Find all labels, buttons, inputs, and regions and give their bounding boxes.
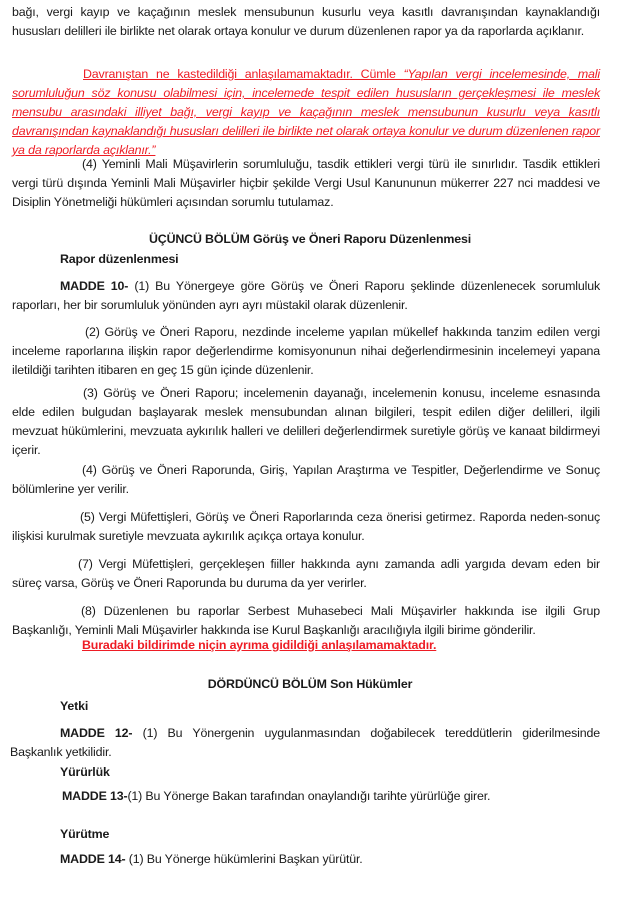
article-label: MADDE 12- xyxy=(60,726,133,740)
article-label: MADDE 14- xyxy=(60,852,126,866)
annotation-note-2: Buradaki bildirimde niçin ayrıma gidildiği anlaşılamamaktadır. xyxy=(82,638,437,652)
annotation-quote: “Yapılan vergi incelemesinde, mali sorumluluğun söz konusu olabilmesi için, incelemede tespit edilen hususların gerçekleşmesi ile meslek mensubu arasındaki illiyet bağı, vergi kayıp ve kaçağının meslek mensubunun kusurlu veya kasıtlı davranışından kaynaklandığı hususları delilleri ile birlikte net olarak ortaya konulur ve durum düzenlenen rapor ya da raporlarda açıklanır.” xyxy=(12,67,600,157)
subheading-yurutme: Yürütme xyxy=(60,827,110,841)
article-10-p5: (5) Vergi Müfettişleri, Görüş ve Öneri Raporlarında ceza önerisi getirmez. Raporda neden-sonuç ilişkisi kurulmak suretiyle mevzuata aykırılık açıkça ortaya konulur. xyxy=(12,510,600,543)
subheading-yetki: Yetki xyxy=(60,699,89,713)
article-10-p2: (2) Görüş ve Öneri Raporu, nezdinde inceleme yapılan mükellef hakkında tanzim edilen vergi inceleme raporlarına ilişkin rapor değerlendirme komisyonunun nihai değerlendirmesinin incelemeyi yapana iletildiği tarihten itibaren en geç 15 gün içinde düzenlenir. xyxy=(12,325,600,377)
article-14 xyxy=(60,850,600,869)
article-12 xyxy=(10,724,600,762)
article-text: (1) Bu Yönergenin uygulanmasından doğabilecek tereddütlerin giderilmesinde Başkanlık yetkilidir. xyxy=(10,726,600,759)
article-10-p4: (4) Görüş ve Öneri Raporunda, Giriş, Yapılan Araştırma ve Tespitler, Değerlendirme ve Sonuç bölümlerine yer verilir. xyxy=(12,463,600,496)
paragraph-4-responsibility: (4) Yeminli Mali Müşavirlerin sorumluluğu, tasdik ettikleri vergi türü ile sınırlıdır. Tasdik ettikleri vergi türü dışında Yeminli Mali Müşavirler hiçbir şekilde Vergi Usul Kanununun mükerrer 227 nci maddesi ve Disiplin Yönetmeliği hükümleri açısından sorumlu tutulamaz. xyxy=(12,157,600,209)
annotation-note-1 xyxy=(12,65,600,160)
section-3-heading: ÜÇÜNCÜ BÖLÜM Görüş ve Öneri Raporu Düzenlenmesi xyxy=(148,232,472,246)
subheading-yururluk: Yürürlük xyxy=(60,765,110,779)
paragraph-intro: bağı, vergi kayıp ve kaçağının meslek mensubunun kusurlu veya kasıtlı davranışından kaynaklandığı hususları delilleri ile birlikte net olarak ortaya konulur ve durum düzenlenen rapor ya da raporlarda açıklanır. xyxy=(12,5,600,38)
article-text: (1) Bu Yönergeye göre Görüş ve Öneri Raporu şeklinde düzenlenecek sorumluluk raporları, her bir sorumluluk yönünden ayrı ayrı müstakil olarak düzenlenir. xyxy=(12,279,601,312)
article-10-p3: (3) Görüş ve Öneri Raporu; incelemenin dayanağı, incelemenin konusu, inceleme esnasında elde edilen bulgudan başlayarak meslek mensubundan alınan bilgileri, tespit edilen diğer delilleri, ilgili mevzuat hükümlerini, mevzuata aykırılık halleri ve delilleri değerlendirmek suretiyle görüş ve kanaat bildirmeyi içerir. xyxy=(12,386,600,457)
article-10-p8: (8) Düzenlenen bu raporlar Serbest Muhasebeci Mali Müşavirler hakkında ise ilgili Grup Başkanlığı, Yeminli Mali Müşavirler hakkında ise Kurul Başkanlığı aracılığıyla ilgili birime gönderilir. xyxy=(12,604,600,637)
article-text: (1) Bu Yönerge Bakan tarafından onaylandığı tarihte yürürlüğe girer. xyxy=(127,789,491,803)
article-10-p7: (7) Vergi Müfettişleri, gerçekleşen fiiller hakkında aynı zamanda adli yargıda devam eden bir süreç varsa, Görüş ve Öneri Raporunda bu duruma da yer verirler. xyxy=(12,557,600,590)
article-13 xyxy=(62,787,602,806)
article-label: MADDE 13- xyxy=(62,789,128,803)
article-10 xyxy=(12,277,600,315)
annotation-lead: Davranıştan ne kastedildiği anlaşılamamaktadır. Cümle xyxy=(83,67,404,81)
section-4-heading: DÖRDÜNCÜ BÖLÜM Son Hükümler xyxy=(207,677,413,691)
article-label: MADDE 10- xyxy=(60,279,129,293)
subheading-rapor: Rapor düzenlenmesi xyxy=(60,252,179,266)
article-text: (1) Bu Yönerge hükümlerini Başkan yürütür. xyxy=(125,852,363,866)
